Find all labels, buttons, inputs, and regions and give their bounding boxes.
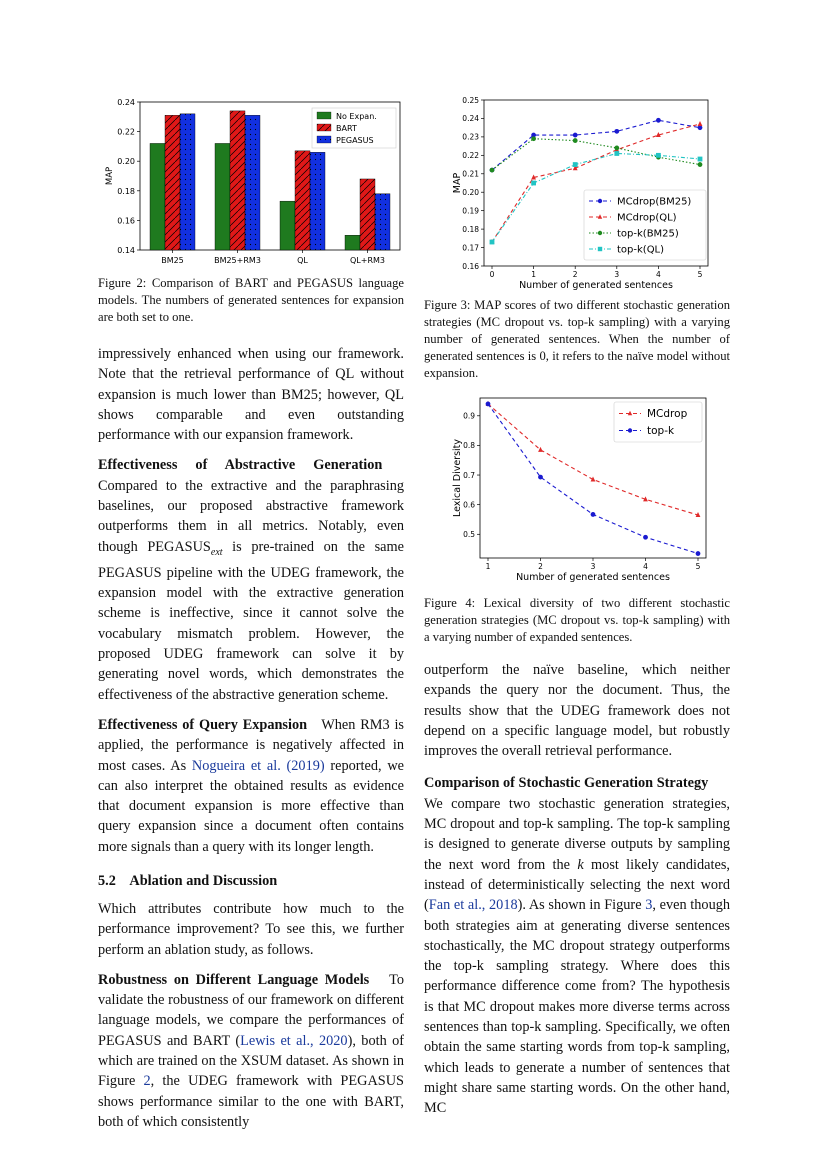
paragraph-heading: Effectiveness of Query Expansion xyxy=(98,716,308,733)
legend-label: MCdrop(QL) xyxy=(617,212,677,224)
y-tick-label: 0.19 xyxy=(462,206,479,216)
paragraph-heading: Robustness on Different Language Models xyxy=(98,971,370,988)
x-tick-label: 2 xyxy=(572,270,578,279)
figure-ref-link[interactable]: 3 xyxy=(645,897,653,914)
right-column xyxy=(424,92,730,1119)
figure-4-caption: Figure 4: Lexical diversity of two different stochastic generation strategies (MC dropout vs. top-k sampling) with a varying number of expanded sentences. xyxy=(424,596,730,644)
data-point-marker xyxy=(591,512,596,517)
bar xyxy=(280,201,295,250)
figure-3-line-chart xyxy=(424,92,730,292)
citation-link[interactable]: Nogueira et al. (2019) xyxy=(191,757,325,774)
x-axis-label: Number of generated sentences xyxy=(516,572,670,583)
x-tick-label: 1 xyxy=(531,270,536,279)
legend-label: BART xyxy=(336,124,357,133)
y-tick-label: 0.18 xyxy=(117,186,135,196)
legend-label: top-k(QL) xyxy=(617,244,665,256)
legend-swatch xyxy=(317,136,331,143)
left-column xyxy=(98,92,404,1132)
y-tick-label: 0.24 xyxy=(462,114,479,124)
legend-swatch xyxy=(317,112,331,119)
data-point-marker xyxy=(698,125,703,130)
data-point-marker xyxy=(531,181,536,186)
paragraph-query-expansion: Effectiveness of Query Expansion When RM3 is applied, the performance is negatively affected in most cases. As Nogueira et al. (2019) reported, we can also interpret the obtained results as evidence that document expansion is more effective than query expansion since a document often contains more signals than a query with its longer length. xyxy=(98,716,405,855)
x-tick-label: 4 xyxy=(643,562,648,571)
y-tick-label: 0.8 xyxy=(463,441,475,451)
bar xyxy=(215,143,230,250)
data-point-marker xyxy=(538,475,543,480)
series-line xyxy=(492,139,700,170)
x-tick-label: BM25 xyxy=(161,256,184,265)
paragraph: Which attributes contribute how much to the performance improvement? To see this, we further perform an ablation study, as follows. xyxy=(98,900,404,958)
citation-link[interactable]: Fan et al., 2018 xyxy=(428,897,518,914)
y-tick-label: 0.16 xyxy=(462,261,479,271)
x-tick-label: QL xyxy=(297,256,308,265)
bar xyxy=(165,115,180,250)
y-tick-label: 0.14 xyxy=(117,246,135,255)
series-line xyxy=(492,120,700,170)
x-tick-label: 3 xyxy=(614,270,620,279)
x-tick-label: 3 xyxy=(590,562,596,571)
y-tick-label: 0.23 xyxy=(462,132,479,142)
data-point-marker xyxy=(614,151,619,156)
x-tick-label: BM25+RM3 xyxy=(214,256,261,265)
data-point-marker xyxy=(614,146,619,151)
data-point-marker xyxy=(598,231,602,235)
y-axis-label: Lexical Diversity xyxy=(452,438,463,518)
x-tick-label: 5 xyxy=(697,270,703,279)
data-point-marker xyxy=(490,168,495,173)
paragraph-abstractive-generation: Effectiveness of Abstractive Generation Compared to the extractive and the paraphrasing baselines, our proposed abstractive framework outperforms them in all metrics. Notably, even though $PEGASUS_{ext}$ is pre-trained on the same PEGASUS pipeline with the UDEG framework, the expansion model with the extractive generation scheme is ineffective, since it cannot solve the vocabulary mismatch problem. However, the proposed UDEG framework can solve it by generating novel words, which demonstrates the effectiveness of the abstractive generation scheme. xyxy=(98,457,404,703)
data-point-marker xyxy=(643,535,648,540)
legend-label: top-k xyxy=(647,424,675,437)
paragraph-stochastic-strategy: Comparison of Stochastic Generation Strategy We compare two stochastic generation strategies, MC dropout and top-k sampling. The top-k sampling is designed to generate diverse outputs by sampling the next word from the k most likely candidates, instead of deterministically selecting the next word (Fan et al., 2018). As shown in Figure 3, even though both strategies aim at generating diverse sentences stochastically, the MC dropout strategy outperforms the top-k sampling strategy. Where does this performance difference come from? The hypothesis is that MC dropout makes more diverse terms across sentences than top-k sampling. Specifically, we often obtain the same starting words from top-k sampling, which leads to generate a number of sentences that might share same starting words. On the other hand, MC xyxy=(424,775,731,1117)
x-tick-label: 4 xyxy=(656,270,661,279)
data-point-marker xyxy=(486,402,491,407)
paragraph-heading: Comparison of Stochastic Generation Strategy xyxy=(424,775,709,792)
data-point-marker xyxy=(573,162,578,167)
data-point-marker xyxy=(598,199,602,203)
legend-label: MCdrop xyxy=(647,407,688,420)
data-point-marker xyxy=(598,247,602,251)
y-tick-label: 0.7 xyxy=(463,470,475,480)
y-tick-label: 0.20 xyxy=(117,157,135,167)
y-tick-label: 0.18 xyxy=(462,224,479,234)
data-point-marker xyxy=(490,240,495,245)
x-axis-label: Number of generated sentences xyxy=(519,280,673,291)
figure-ref-link[interactable]: 2 xyxy=(143,1073,151,1090)
y-tick-label: 0.5 xyxy=(463,530,475,540)
citation-link[interactable]: Lewis et al., 2020 xyxy=(240,1032,348,1049)
y-tick-label: 0.20 xyxy=(462,188,479,198)
paragraph: outperform the naïve baseline, which neither expands the query nor the document. Thus, the results show that the UDEG framework does not depend on a specific language model, but robustly improves the overall retrieval performance. xyxy=(424,662,730,760)
bar xyxy=(245,115,260,250)
figure-4 xyxy=(424,394,730,646)
figure-3-caption: Figure 3: MAP scores of two different stochastic generation strategies (MC dropout vs. top-k sampling) with a varying number of generated sentences. When the number of generated sentences is 0, it refers to the naïve model without expansion. xyxy=(424,298,730,380)
paragraph-robustness: Robustness on Different Language Models To validate the robustness of our framework on different language models, we compare the performances of PEGASUS and BART (Lewis et al., 2020), both of which are trained on the XSUM dataset. As shown in Figure 2, the UDEG framework with PEGASUS shows performance similar to the one with BART, both of which consistently xyxy=(98,971,405,1130)
x-tick-label: 5 xyxy=(695,562,701,571)
data-point-marker xyxy=(656,118,661,123)
x-tick-label: 1 xyxy=(485,562,491,571)
y-axis-label: MAP xyxy=(105,166,115,186)
data-point-marker xyxy=(656,153,661,158)
y-tick-label: 0.25 xyxy=(462,95,479,105)
section-heading: 5.2 Ablation and Discussion xyxy=(98,872,278,889)
bar xyxy=(310,152,325,250)
data-point-marker xyxy=(538,447,543,452)
data-point-marker xyxy=(698,162,703,167)
figure-2-caption: Figure 2: Comparison of BART and PEGASUS language models. The numbers of generated sentences for expansion are both set to one. xyxy=(98,276,404,324)
bar xyxy=(150,143,165,250)
x-tick-label: 2 xyxy=(538,562,543,571)
y-tick-label: 0.6 xyxy=(463,500,475,510)
data-point-marker xyxy=(698,157,703,162)
y-tick-label: 0.17 xyxy=(462,243,479,253)
bar xyxy=(295,151,310,250)
data-point-marker xyxy=(628,428,632,432)
legend-label: PEGASUS xyxy=(336,136,374,145)
legend-label: No Expan. xyxy=(336,112,377,121)
y-tick-label: 0.9 xyxy=(463,411,475,421)
data-point-marker xyxy=(698,121,703,126)
data-point-marker xyxy=(573,138,578,143)
figure-2-bar-chart xyxy=(98,92,404,270)
bar xyxy=(345,235,360,250)
bar xyxy=(230,111,245,250)
y-tick-label: 0.24 xyxy=(117,98,135,107)
data-point-marker xyxy=(696,551,701,556)
y-tick-label: 0.16 xyxy=(117,216,135,226)
x-tick-label: 0 xyxy=(489,270,495,279)
bar xyxy=(360,179,375,250)
data-point-marker xyxy=(531,136,536,141)
legend-label: top-k(BM25) xyxy=(617,228,679,240)
data-point-marker xyxy=(573,133,578,138)
x-tick-label: QL+RM3 xyxy=(349,256,386,265)
legend-label: MCdrop(BM25) xyxy=(617,196,692,208)
bar xyxy=(375,194,390,250)
figure-4-line-chart xyxy=(424,394,730,590)
paragraph: impressively enhanced when using our framework. Note that the retrieval performance of QL without expansion is much lower than BM25; however, QL shows comparable and even outstanding performance with our expansion framework. xyxy=(98,346,404,444)
y-tick-label: 0.22 xyxy=(462,151,479,161)
y-tick-label: 0.21 xyxy=(462,169,479,179)
figure-2 xyxy=(98,92,404,326)
data-point-marker xyxy=(614,129,619,134)
figure-3 xyxy=(424,92,730,382)
legend-swatch xyxy=(317,124,331,131)
paragraph-heading: Effectiveness of Abstractive Generation xyxy=(98,457,383,474)
y-tick-label: 0.22 xyxy=(117,127,135,137)
bar xyxy=(180,114,195,250)
y-axis-label: MAP xyxy=(452,172,463,194)
